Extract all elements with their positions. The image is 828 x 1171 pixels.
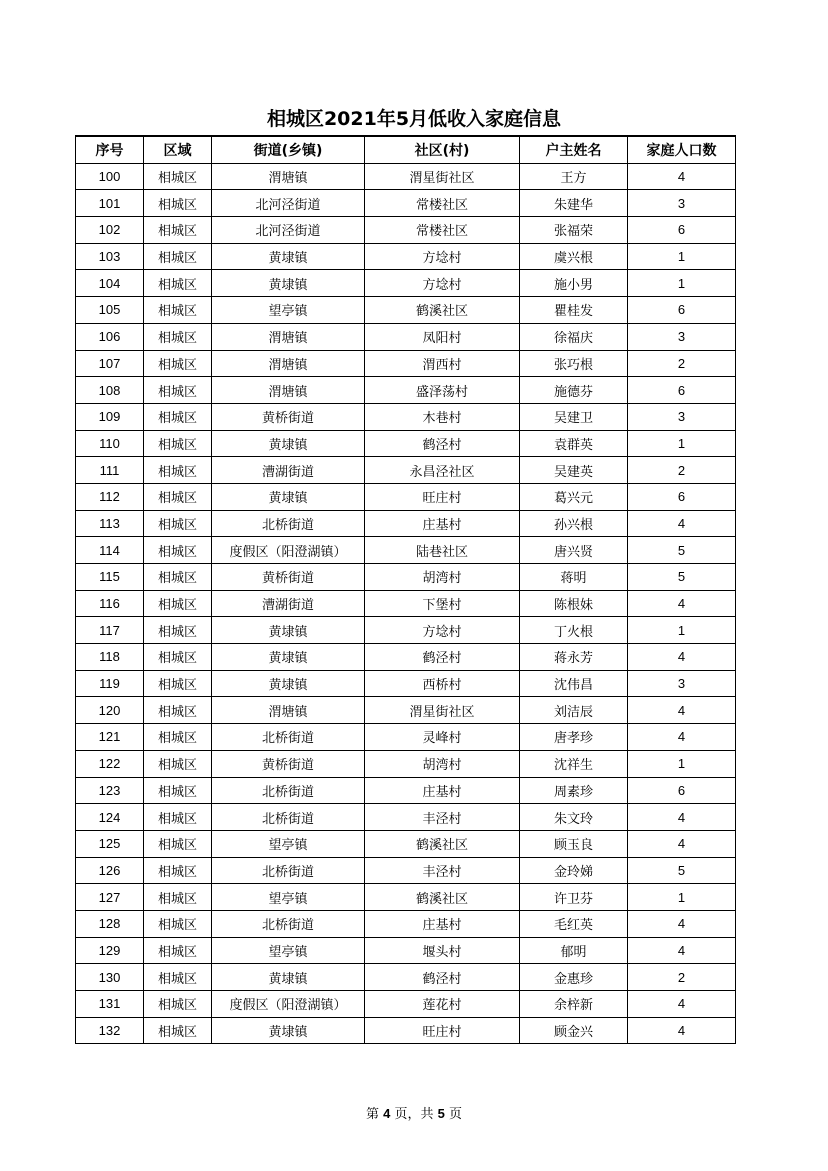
cell-index: 101 <box>76 190 144 217</box>
cell-street: 望亭镇 <box>212 884 365 911</box>
cell-householder: 唐孝珍 <box>520 724 628 751</box>
cell-householder: 吴建卫 <box>520 403 628 430</box>
cell-district: 相城区 <box>144 670 212 697</box>
cell-community: 灵峰村 <box>365 724 520 751</box>
table-row <box>76 884 736 911</box>
cell-community: 旺庄村 <box>365 1017 520 1044</box>
table-row <box>76 270 736 297</box>
cell-community: 陆巷社区 <box>365 537 520 564</box>
cell-index: 121 <box>76 724 144 751</box>
cell-index: 116 <box>76 590 144 617</box>
table-row <box>76 857 736 884</box>
cell-district: 相城区 <box>144 510 212 537</box>
column-header-family-size: 家庭人口数 <box>628 136 736 163</box>
cell-street: 北桥街道 <box>212 510 365 537</box>
cell-householder: 吴建英 <box>520 457 628 484</box>
cell-index: 125 <box>76 830 144 857</box>
cell-street: 黄桥街道 <box>212 750 365 777</box>
cell-family-size: 1 <box>628 270 736 297</box>
cell-community: 鹤溪社区 <box>365 297 520 324</box>
cell-community: 堰头村 <box>365 937 520 964</box>
cell-community: 丰泾村 <box>365 857 520 884</box>
cell-community: 方埝村 <box>365 270 520 297</box>
cell-index: 102 <box>76 217 144 244</box>
cell-district: 相城区 <box>144 937 212 964</box>
cell-family-size: 4 <box>628 910 736 937</box>
cell-index: 105 <box>76 297 144 324</box>
cell-index: 112 <box>76 483 144 510</box>
footer-prefix: 第 <box>365 1107 379 1122</box>
table-row <box>76 670 736 697</box>
cell-district: 相城区 <box>144 617 212 644</box>
column-header-district: 区域 <box>144 136 212 163</box>
cell-district: 相城区 <box>144 857 212 884</box>
cell-street: 北桥街道 <box>212 724 365 751</box>
cell-street: 渭塘镇 <box>212 697 365 724</box>
cell-householder: 毛红英 <box>520 910 628 937</box>
table-row <box>76 830 736 857</box>
cell-district: 相城区 <box>144 777 212 804</box>
cell-family-size: 5 <box>628 857 736 884</box>
cell-family-size: 4 <box>628 1017 736 1044</box>
cell-district: 相城区 <box>144 270 212 297</box>
cell-district: 相城区 <box>144 350 212 377</box>
cell-family-size: 3 <box>628 670 736 697</box>
table-row <box>76 724 736 751</box>
cell-district: 相城区 <box>144 403 212 430</box>
cell-street: 望亭镇 <box>212 297 365 324</box>
table-row <box>76 217 736 244</box>
cell-family-size: 4 <box>628 163 736 190</box>
cell-community: 渭西村 <box>365 350 520 377</box>
table-row <box>76 243 736 270</box>
cell-community: 胡湾村 <box>365 564 520 591</box>
table-row <box>76 910 736 937</box>
cell-householder: 周素珍 <box>520 777 628 804</box>
cell-street: 黄埭镇 <box>212 617 365 644</box>
cell-community: 凤阳村 <box>365 323 520 350</box>
table-row <box>76 991 736 1018</box>
cell-community: 莲花村 <box>365 991 520 1018</box>
table-row <box>76 483 736 510</box>
cell-street: 漕湖街道 <box>212 457 365 484</box>
cell-community: 庄基村 <box>365 510 520 537</box>
cell-family-size: 1 <box>628 884 736 911</box>
cell-householder: 袁群英 <box>520 430 628 457</box>
cell-index: 127 <box>76 884 144 911</box>
cell-district: 相城区 <box>144 724 212 751</box>
cell-index: 107 <box>76 350 144 377</box>
cell-street: 渭塘镇 <box>212 323 365 350</box>
cell-family-size: 4 <box>628 991 736 1018</box>
cell-district: 相城区 <box>144 910 212 937</box>
cell-householder: 蒋明 <box>520 564 628 591</box>
cell-district: 相城区 <box>144 1017 212 1044</box>
cell-family-size: 2 <box>628 457 736 484</box>
cell-community: 永昌泾社区 <box>365 457 520 484</box>
cell-community: 渭星街社区 <box>365 697 520 724</box>
column-header-householder: 户主姓名 <box>520 136 628 163</box>
cell-street: 北桥街道 <box>212 804 365 831</box>
cell-street: 度假区（阳澄湖镇） <box>212 537 365 564</box>
household-table <box>75 135 736 1044</box>
cell-street: 北桥街道 <box>212 910 365 937</box>
cell-family-size: 2 <box>628 964 736 991</box>
cell-street: 黄埭镇 <box>212 1017 365 1044</box>
cell-householder: 沈祥生 <box>520 750 628 777</box>
cell-street: 北桥街道 <box>212 777 365 804</box>
cell-family-size: 6 <box>628 483 736 510</box>
cell-householder: 金惠珍 <box>520 964 628 991</box>
cell-index: 128 <box>76 910 144 937</box>
cell-community: 下堡村 <box>365 590 520 617</box>
table-row <box>76 750 736 777</box>
table-row <box>76 297 736 324</box>
table-row <box>76 777 736 804</box>
cell-family-size: 4 <box>628 697 736 724</box>
cell-householder: 蒋永芳 <box>520 644 628 671</box>
table-row <box>76 537 736 564</box>
cell-index: 110 <box>76 430 144 457</box>
cell-index: 106 <box>76 323 144 350</box>
table-row <box>76 377 736 404</box>
cell-family-size: 5 <box>628 537 736 564</box>
cell-householder: 孙兴根 <box>520 510 628 537</box>
column-header-street: 街道(乡镇) <box>212 136 365 163</box>
cell-community: 木巷村 <box>365 403 520 430</box>
cell-street: 黄埭镇 <box>212 644 365 671</box>
cell-street: 漕湖街道 <box>212 590 365 617</box>
cell-district: 相城区 <box>144 991 212 1018</box>
cell-district: 相城区 <box>144 243 212 270</box>
cell-street: 北河泾街道 <box>212 190 365 217</box>
table-row <box>76 564 736 591</box>
table-row <box>76 323 736 350</box>
table-header-row <box>76 136 736 163</box>
cell-householder: 施德芬 <box>520 377 628 404</box>
cell-street: 黄埭镇 <box>212 270 365 297</box>
cell-district: 相城区 <box>144 430 212 457</box>
cell-family-size: 5 <box>628 564 736 591</box>
cell-community: 鹤泾村 <box>365 644 520 671</box>
cell-index: 100 <box>76 163 144 190</box>
cell-householder: 许卫芬 <box>520 884 628 911</box>
cell-index: 111 <box>76 457 144 484</box>
cell-householder: 施小男 <box>520 270 628 297</box>
cell-index: 118 <box>76 644 144 671</box>
cell-community: 旺庄村 <box>365 483 520 510</box>
table-row <box>76 190 736 217</box>
cell-family-size: 2 <box>628 350 736 377</box>
cell-family-size: 6 <box>628 217 736 244</box>
cell-district: 相城区 <box>144 564 212 591</box>
cell-index: 117 <box>76 617 144 644</box>
cell-householder: 虞兴根 <box>520 243 628 270</box>
cell-family-size: 6 <box>628 297 736 324</box>
cell-index: 104 <box>76 270 144 297</box>
cell-community: 盛泽荡村 <box>365 377 520 404</box>
cell-district: 相城区 <box>144 297 212 324</box>
cell-householder: 瞿桂发 <box>520 297 628 324</box>
table-row <box>76 644 736 671</box>
table-row <box>76 697 736 724</box>
cell-family-size: 1 <box>628 750 736 777</box>
cell-community: 胡湾村 <box>365 750 520 777</box>
cell-district: 相城区 <box>144 537 212 564</box>
cell-family-size: 4 <box>628 644 736 671</box>
cell-index: 114 <box>76 537 144 564</box>
cell-community: 鹤泾村 <box>365 964 520 991</box>
cell-street: 黄埭镇 <box>212 964 365 991</box>
cell-district: 相城区 <box>144 323 212 350</box>
cell-index: 113 <box>76 510 144 537</box>
cell-district: 相城区 <box>144 750 212 777</box>
cell-street: 渭塘镇 <box>212 377 365 404</box>
cell-community: 渭星街社区 <box>365 163 520 190</box>
footer-suffix: 页 <box>449 1107 463 1122</box>
cell-index: 131 <box>76 991 144 1018</box>
cell-district: 相城区 <box>144 964 212 991</box>
cell-community: 常楼社区 <box>365 190 520 217</box>
cell-index: 109 <box>76 403 144 430</box>
cell-district: 相城区 <box>144 830 212 857</box>
cell-family-size: 3 <box>628 323 736 350</box>
table-row <box>76 937 736 964</box>
table-row <box>76 617 736 644</box>
cell-district: 相城区 <box>144 590 212 617</box>
cell-householder: 顾金兴 <box>520 1017 628 1044</box>
cell-family-size: 3 <box>628 403 736 430</box>
cell-district: 相城区 <box>144 217 212 244</box>
cell-family-size: 4 <box>628 590 736 617</box>
table-row <box>76 1017 736 1044</box>
table-row <box>76 403 736 430</box>
cell-householder: 张福荣 <box>520 217 628 244</box>
cell-district: 相城区 <box>144 644 212 671</box>
cell-community: 方埝村 <box>365 243 520 270</box>
cell-index: 123 <box>76 777 144 804</box>
cell-householder: 刘洁辰 <box>520 697 628 724</box>
cell-community: 庄基村 <box>365 777 520 804</box>
table-row <box>76 430 736 457</box>
table-row <box>76 457 736 484</box>
cell-index: 124 <box>76 804 144 831</box>
table-row <box>76 804 736 831</box>
cell-street: 黄桥街道 <box>212 564 365 591</box>
cell-family-size: 4 <box>628 804 736 831</box>
cell-index: 132 <box>76 1017 144 1044</box>
cell-index: 120 <box>76 697 144 724</box>
footer-total-pages: 5 <box>437 1106 445 1121</box>
cell-index: 130 <box>76 964 144 991</box>
cell-householder: 朱文玲 <box>520 804 628 831</box>
cell-community: 鹤泾村 <box>365 430 520 457</box>
cell-index: 119 <box>76 670 144 697</box>
cell-community: 方埝村 <box>365 617 520 644</box>
cell-index: 115 <box>76 564 144 591</box>
cell-street: 望亭镇 <box>212 830 365 857</box>
cell-street: 望亭镇 <box>212 937 365 964</box>
cell-district: 相城区 <box>144 697 212 724</box>
cell-family-size: 4 <box>628 937 736 964</box>
cell-district: 相城区 <box>144 804 212 831</box>
cell-district: 相城区 <box>144 457 212 484</box>
column-header-index: 序号 <box>76 136 144 163</box>
table-row <box>76 510 736 537</box>
cell-street: 北桥街道 <box>212 857 365 884</box>
cell-street: 度假区（阳澄湖镇） <box>212 991 365 1018</box>
cell-street: 黄埭镇 <box>212 670 365 697</box>
cell-family-size: 6 <box>628 777 736 804</box>
cell-index: 126 <box>76 857 144 884</box>
cell-householder: 王方 <box>520 163 628 190</box>
cell-householder: 张巧根 <box>520 350 628 377</box>
cell-householder: 唐兴贤 <box>520 537 628 564</box>
cell-street: 渭塘镇 <box>212 350 365 377</box>
cell-householder: 金玲娣 <box>520 857 628 884</box>
cell-street: 黄埭镇 <box>212 430 365 457</box>
cell-index: 129 <box>76 937 144 964</box>
table-row <box>76 964 736 991</box>
cell-community: 鹤溪社区 <box>365 830 520 857</box>
table-row <box>76 163 736 190</box>
cell-community: 常楼社区 <box>365 217 520 244</box>
cell-householder: 葛兴元 <box>520 483 628 510</box>
cell-family-size: 3 <box>628 190 736 217</box>
document-title: 相城区2021年5月低收入家庭信息 <box>266 108 562 130</box>
cell-householder: 郁明 <box>520 937 628 964</box>
cell-family-size: 4 <box>628 724 736 751</box>
cell-street: 渭塘镇 <box>212 163 365 190</box>
footer-page-number: 4 <box>383 1106 391 1121</box>
table-body <box>76 163 736 1044</box>
cell-householder: 陈根妹 <box>520 590 628 617</box>
cell-street: 黄埭镇 <box>212 243 365 270</box>
cell-family-size: 6 <box>628 377 736 404</box>
cell-family-size: 1 <box>628 617 736 644</box>
cell-street: 黄桥街道 <box>212 403 365 430</box>
cell-district: 相城区 <box>144 884 212 911</box>
cell-householder: 朱建华 <box>520 190 628 217</box>
cell-family-size: 4 <box>628 830 736 857</box>
cell-community: 西桥村 <box>365 670 520 697</box>
footer-middle: 页，共 <box>394 1107 434 1122</box>
cell-district: 相城区 <box>144 190 212 217</box>
cell-householder: 丁火根 <box>520 617 628 644</box>
table-row <box>76 350 736 377</box>
cell-district: 相城区 <box>144 163 212 190</box>
column-header-community: 社区(村) <box>365 136 520 163</box>
cell-district: 相城区 <box>144 377 212 404</box>
cell-community: 庄基村 <box>365 910 520 937</box>
table-row <box>76 590 736 617</box>
cell-community: 鹤溪社区 <box>365 884 520 911</box>
cell-householder: 顾玉良 <box>520 830 628 857</box>
cell-index: 122 <box>76 750 144 777</box>
cell-householder: 余梓新 <box>520 991 628 1018</box>
cell-index: 103 <box>76 243 144 270</box>
cell-community: 丰泾村 <box>365 804 520 831</box>
cell-family-size: 4 <box>628 510 736 537</box>
cell-family-size: 1 <box>628 243 736 270</box>
cell-index: 108 <box>76 377 144 404</box>
cell-district: 相城区 <box>144 483 212 510</box>
cell-family-size: 1 <box>628 430 736 457</box>
cell-householder: 沈伟昌 <box>520 670 628 697</box>
cell-street: 黄埭镇 <box>212 483 365 510</box>
page-footer <box>0 1103 828 1122</box>
cell-street: 北河泾街道 <box>212 217 365 244</box>
cell-householder: 徐福庆 <box>520 323 628 350</box>
